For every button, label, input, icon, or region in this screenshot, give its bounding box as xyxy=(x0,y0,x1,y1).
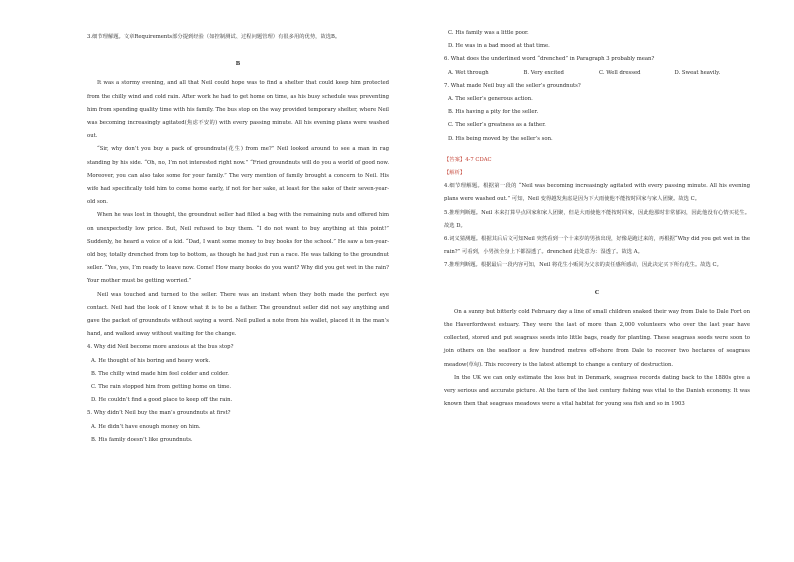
analysis-item: 6.词义猜测题。根据其后后文可知Neil 突然看到一个十来岁的男孩出现，好像是跑过来的，再根据“Why did you get wet in the rain?” 可看到，小男孩全身上下都湿透了。drenched 此处意为：湿透了。故选 A。 xyxy=(444,236,750,256)
passage-paragraph: It was a stormy evening, and all that Neil could hope was to find a shelter that could keep him protected from the chilly wind and cold rain. After work he had to get home on time, as his busy schedule was preventing him from spending quality time with his family. The bus stop on the way provided temporary shelter, where Neil was becoming increasingly agitated(焦虑不安的) with every passing minute. All his evening plans were washed out. xyxy=(87,80,389,140)
option: A. He thought of his boring and heavy work. xyxy=(91,357,211,364)
analysis-label: 【解析】 xyxy=(444,170,466,177)
question-5: 5. Why didn’t Neil buy the man’s groundnuts at first? xyxy=(87,410,231,417)
option: A. He didn’t have enough money on him. xyxy=(91,423,201,430)
left-column xyxy=(87,31,389,447)
question-7: 7. What made Neil buy all the seller’s groundnuts? xyxy=(444,82,581,89)
passage-paragraph: In the UK we can only estimate the loss but in Denmark, seagrass records dating back to the 1880s give a very serious and accurate picture. At the turn of the last century fishing was vital to the Danish economy. It was known then that seagrass meadows were a vital habitat for young sea fish and so in 1903 xyxy=(444,374,750,408)
option: C. The seller’s greatness as a father. xyxy=(448,122,546,129)
option: C. His family was a little poor. xyxy=(448,30,529,36)
option: B. Very excited xyxy=(523,69,564,76)
analysis-item: 7.推理判断题。根据最后一段内容可知，Neil 将花生小贩同为父亲的责任感所感动，因此决定买下所有花生。故选 C。 xyxy=(444,262,722,269)
question-4: 4. Why did Neil become more anxious at the bus stop? xyxy=(87,344,234,351)
option: D. He couldn’t find a good place to keep off the rain. xyxy=(91,397,233,404)
section-b-heading: B xyxy=(235,61,241,68)
option: B. The chilly wind made him feel colder and colder. xyxy=(91,370,229,377)
option: C. Well dressed xyxy=(599,69,641,76)
intro-text: 3.细节理解题。文章Requirements部分提到经验（如控制测试、过程问题管理）有很多用的优势，故选B。 xyxy=(87,34,341,40)
question-6-options xyxy=(444,67,750,80)
passage-paragraph: “Sir, why don’t you buy a pack of groundnuts(花生) from me?” Neil looked around to see a man in rag standing by his side. “Oh, no, I’m not interested right now.” “Fried groundnuts will do you a world of good now. Moreover, you can also take some for your family.” The very mention of family brought a concern to Neil. His wife had specifically told him to come home early, if not for her sake, at least for the sake of their seven-year-old son. xyxy=(87,146,389,206)
passage-paragraph: On a sunny but bitterly cold February day a line of small children snaked their way from Dale to Dale Fort on the Haverfordwest estuary. They were the last of more than 2,000 volunteers who over the last year have collected, stored and put seagrass seeds into little bags, ready for planting. These seagrass seeds were soon to join others on the seafloor a few hundred metres off-shore from Dale to recover two hectares of seagrass meadow(草甸). This recovery is the latest attempt to change a century of destruction. xyxy=(444,308,750,368)
option: A. The seller’s generous action. xyxy=(448,96,533,103)
section-c-heading: C xyxy=(594,289,600,296)
option: B. His family doesn’t like groundnuts. xyxy=(91,436,193,443)
passage-paragraph: When he was lost in thought, the groundnut seller had filled a bag with the remaining nuts and offered him on unexpectedly low price. But, Neil refused to buy them. “I do not want to buy anything at this point!” Suddenly, he heard a voice of a kid. “Dad, I want some money to buy books for the school.” He saw a ten-year-old boy, totally drenched from top to bottom, as though he had just run a race. He was talking to the groundnut seller. “Yes, yes, I’m ready to leave now. Come! How many books do you want? Why did you get wet in the rain? Your mother must be getting worried.” xyxy=(87,212,389,285)
analysis-item: 4.细节理解题。根据第一段的 “Neil was becoming increasingly agitated with every passing minute. All his evening plans were washed out.” 可知，Neil 变得越发焦虑是因为下大雨使他不能按时回家与家人团聚。故选 C。 xyxy=(444,183,750,203)
option: C. The rain stopped him from getting home on time. xyxy=(91,384,232,391)
option: D. His being moved by the seller’s son. xyxy=(448,135,553,142)
option: D. Sweat heavily. xyxy=(674,69,721,76)
analysis-item: 5.推理判断题。Neil 本来打算早点回家和家人团聚，但是大雨使他不能按时回家，因此他那时非常郁闷，因此他没有心情买花生。故选 D。 xyxy=(444,209,750,229)
option: A. Wet through xyxy=(448,69,489,76)
option: B. His having a pity for the seller. xyxy=(448,109,539,116)
question-6: 6. What does the underlined word “drenched” in Paragraph 3 probably mean? xyxy=(444,56,655,63)
right-column xyxy=(444,27,750,411)
option: D. He was in a bad mood at that time. xyxy=(448,43,550,50)
answer-label: 【答案】4-7 CDAC xyxy=(444,156,492,163)
passage-paragraph: Neil was touched and turned to the seller. There was an instant when they both made the perfect eye contact. Neil had the look of I know what it is to be a father. The groundnut seller did not say anything and gave the packet of groundnuts without saying a word. Neil pulled a note from his wallet, placed it in the man’s hand, and walked away without waiting for the change. xyxy=(87,291,389,338)
